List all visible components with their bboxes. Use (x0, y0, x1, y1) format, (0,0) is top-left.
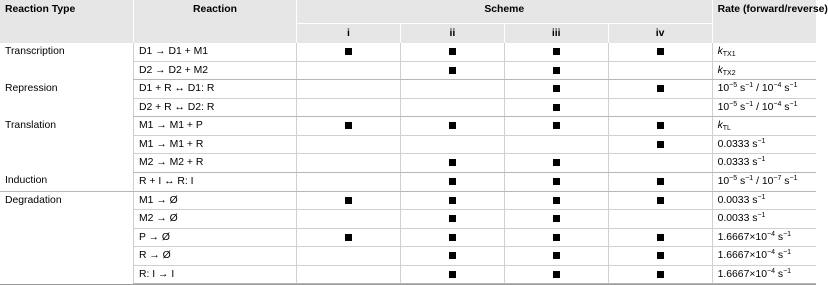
rate-constant: k (717, 46, 723, 58)
rate-text: s (737, 176, 746, 187)
rate-exponent: −5 (729, 100, 738, 108)
rate-cell (712, 43, 816, 61)
rate-cell (712, 80, 816, 99)
scheme-cell (400, 228, 504, 247)
filled-square-marker (657, 197, 664, 204)
rate-exponent: −4 (766, 249, 775, 257)
scheme-cell (608, 247, 712, 266)
filled-square-marker (449, 159, 456, 166)
rate-cell (712, 172, 816, 191)
reaction-cell: R: I → I (134, 265, 297, 284)
scheme-cell (297, 228, 401, 247)
rate-text: s (781, 101, 790, 113)
rate-exponent: −4 (773, 100, 782, 108)
rate-exponent: −5 (729, 82, 738, 90)
rate-text: s (781, 83, 790, 95)
filled-square-marker (657, 234, 664, 241)
rate-text: 0.0033 s (717, 194, 758, 206)
filled-square-marker (657, 122, 664, 129)
filled-square-marker (449, 48, 456, 55)
rate-text: 1.6667×10 (717, 231, 767, 243)
rate-text: 0.0333 s (717, 138, 758, 150)
scheme-cell (504, 172, 608, 191)
filled-square-marker (657, 141, 664, 148)
rate-cell (712, 135, 816, 154)
rate-cell (712, 61, 816, 80)
scheme-cell (504, 80, 608, 99)
reaction-cell: M1 → Ø (134, 191, 297, 210)
filled-square-marker (345, 197, 352, 204)
rate-text: / 10 (753, 83, 774, 95)
header-scheme-i: i (297, 24, 401, 44)
scheme-cell (504, 210, 608, 229)
scheme-cell (297, 210, 401, 229)
scheme-cell (608, 117, 712, 136)
header-scheme: Scheme (297, 0, 713, 24)
scheme-cell (504, 135, 608, 154)
header-scheme-iii: iii (504, 24, 608, 44)
rate-text: s (737, 83, 746, 95)
rate-constant: k (717, 120, 723, 132)
rate-text: 0.0333 s (717, 157, 758, 169)
scheme-cell (608, 98, 712, 117)
filled-square-marker (449, 234, 456, 241)
table-body (0, 43, 816, 284)
scheme-cell (504, 191, 608, 210)
reaction-cell: D1 + R ↔ D1: R (134, 80, 297, 99)
rate-exponent: −1 (757, 193, 766, 201)
reaction-cell: M1 → M1 + P (134, 117, 297, 136)
rate-exponent: −1 (783, 267, 792, 275)
scheme-cell (504, 247, 608, 266)
scheme-cell (504, 265, 608, 284)
header-reaction-type: Reaction Type (0, 0, 134, 43)
filled-square-marker (657, 252, 664, 259)
rate-exponent: −1 (757, 137, 766, 145)
scheme-cell (608, 210, 712, 229)
filled-square-marker (449, 215, 456, 222)
scheme-cell (608, 228, 712, 247)
filled-square-marker (449, 67, 456, 74)
filled-square-marker (657, 48, 664, 55)
scheme-cell (504, 154, 608, 173)
scheme-cell (400, 43, 504, 61)
rate-cell (712, 265, 816, 284)
filled-square-marker (449, 271, 456, 278)
scheme-cell (297, 98, 401, 117)
filled-square-marker (553, 104, 560, 111)
scheme-cell (400, 172, 504, 191)
rate-exponent: −1 (745, 82, 754, 90)
scheme-cell (400, 154, 504, 173)
rate-exponent: −1 (745, 100, 754, 108)
filled-square-marker (449, 197, 456, 204)
filled-square-marker (449, 122, 456, 129)
scheme-cell (400, 135, 504, 154)
scheme-cell (297, 154, 401, 173)
rate-cell (712, 191, 816, 210)
rate-cell (712, 247, 816, 266)
rate-text: 10 (717, 83, 730, 95)
scheme-cell (297, 191, 401, 210)
rate-exponent: −1 (789, 175, 798, 182)
rate-exponent: −1 (745, 175, 754, 182)
reaction-cell: D1 → D1 + M1 (134, 43, 297, 61)
scheme-cell (608, 43, 712, 61)
rate-exponent: −1 (789, 82, 798, 90)
filled-square-marker (553, 159, 560, 166)
filled-square-marker (449, 178, 456, 185)
scheme-cell (297, 80, 401, 99)
scheme-cell (504, 117, 608, 136)
scheme-cell (608, 172, 712, 191)
reaction-type-cell: Repression (5, 82, 58, 94)
table-row (0, 117, 816, 136)
scheme-cell (400, 80, 504, 99)
rate-text: 1.6667×10 (717, 250, 767, 262)
reaction-cell: R → Ø (134, 247, 297, 266)
rate-text: 0.0033 s (717, 213, 758, 225)
filled-square-marker (657, 85, 664, 92)
rate-exponent: −4 (766, 230, 775, 238)
filled-square-marker (657, 271, 664, 278)
rate-exponent: −5 (729, 175, 738, 182)
reaction-cell: P → Ø (134, 228, 297, 247)
rate-exponent: −1 (783, 249, 792, 257)
reaction-cell: R + I ↔ R: I (134, 172, 297, 191)
scheme-cell (504, 43, 608, 61)
filled-square-marker (345, 122, 352, 129)
scheme-cell (297, 135, 401, 154)
scheme-cell (297, 247, 401, 266)
rate-text: 10 (717, 176, 730, 187)
table-row (0, 80, 816, 99)
scheme-cell (504, 228, 608, 247)
scheme-cell (400, 265, 504, 284)
rate-text: / 10 (753, 176, 774, 187)
scheme-cell (297, 61, 401, 80)
reaction-cell: D2 + R ↔ D2: R (134, 98, 297, 117)
scheme-cell (608, 265, 712, 284)
rate-text: s (774, 231, 784, 243)
scheme-cell (400, 117, 504, 136)
rate-subscript: TL (722, 125, 731, 133)
rate-exponent: −7 (773, 175, 782, 182)
reaction-cell: M2 → M2 + R (134, 154, 297, 173)
header-reaction: Reaction (134, 0, 297, 43)
rate-subscript: TX1 (722, 51, 736, 59)
rate-cell (712, 117, 816, 136)
scheme-cell (400, 98, 504, 117)
filled-square-marker (553, 234, 560, 241)
filled-square-marker (553, 215, 560, 222)
rate-exponent: −1 (757, 212, 766, 220)
filled-square-marker (449, 252, 456, 259)
filled-square-marker (553, 85, 560, 92)
scheme-cell (400, 247, 504, 266)
table-row (0, 191, 816, 210)
reaction-type-cell: Induction (0, 172, 134, 191)
rate-cell (712, 154, 816, 173)
reaction-cell: M1 → M1 + R (134, 135, 297, 154)
reaction-cell: D2 → D2 + M2 (134, 61, 297, 80)
rate-constant: k (717, 64, 723, 76)
filled-square-marker (553, 252, 560, 259)
rate-cell (712, 98, 816, 117)
scheme-cell (608, 80, 712, 99)
scheme-cell (608, 191, 712, 210)
filled-square-marker (553, 178, 560, 185)
filled-square-marker (345, 48, 352, 55)
table-row (0, 172, 816, 191)
filled-square-marker (553, 271, 560, 278)
rate-exponent: −4 (773, 82, 782, 90)
table-row (0, 43, 816, 61)
rate-exponent: −1 (783, 230, 792, 238)
rate-cell (712, 210, 816, 229)
scheme-cell (297, 43, 401, 61)
rate-text: s (774, 250, 784, 262)
reaction-type-cell: Transcription (5, 46, 65, 57)
rate-text: s (774, 268, 784, 280)
filled-square-marker (553, 67, 560, 74)
header-scheme-ii: ii (400, 24, 504, 44)
scheme-cell (297, 265, 401, 284)
reaction-type-cell: Translation (5, 119, 57, 131)
scheme-cell (297, 117, 401, 136)
scheme-cell (400, 61, 504, 80)
header-scheme-iv: iv (608, 24, 712, 44)
rate-exponent: −1 (757, 156, 766, 164)
scheme-cell (400, 191, 504, 210)
scheme-cell (608, 154, 712, 173)
scheme-cell (504, 98, 608, 117)
rate-exponent: −1 (789, 100, 798, 108)
scheme-cell (608, 135, 712, 154)
rate-text: s (781, 176, 790, 187)
rate-text: s (737, 101, 746, 113)
scheme-cell (608, 61, 712, 80)
rate-text: 1.6667×10 (717, 268, 767, 280)
header-rate: Rate (forward/reverse) (712, 0, 816, 43)
scheme-cell (297, 172, 401, 191)
rate-text: 10 (717, 101, 730, 113)
filled-square-marker (657, 178, 664, 185)
filled-square-marker (553, 122, 560, 129)
scheme-cell (400, 210, 504, 229)
reaction-cell: M2 → Ø (134, 210, 297, 229)
rate-exponent: −4 (766, 267, 775, 275)
filled-square-marker (345, 234, 352, 241)
reaction-type-cell: Degradation (5, 194, 62, 206)
filled-square-marker (553, 48, 560, 55)
rate-text: / 10 (753, 101, 774, 113)
filled-square-marker (553, 197, 560, 204)
scheme-cell (504, 61, 608, 80)
rate-cell (712, 228, 816, 247)
rate-subscript: TX2 (722, 69, 736, 77)
